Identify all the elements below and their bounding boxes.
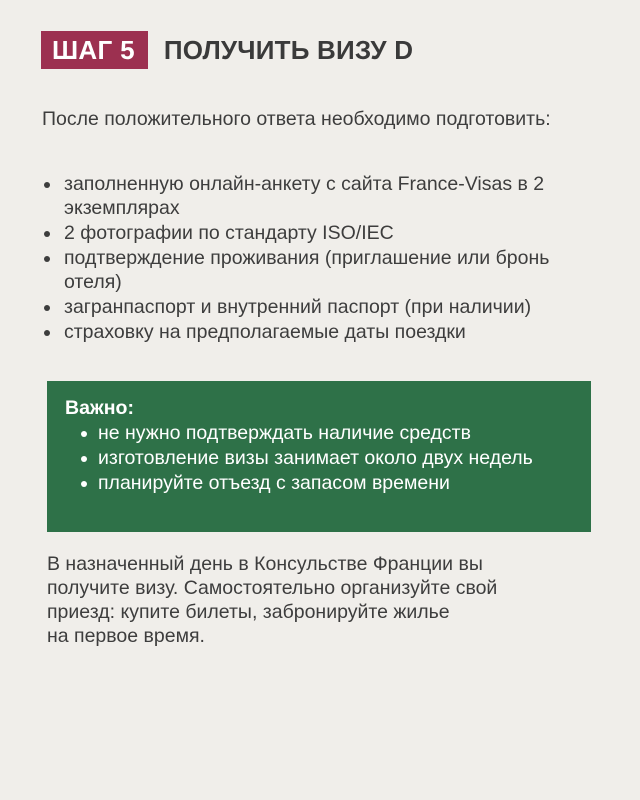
list-item: изготовление визы занимает около двух недель xyxy=(65,446,575,470)
outro-text xyxy=(47,552,597,648)
step-header xyxy=(41,31,413,69)
list-item: страховку на предполагаемые даты поездки xyxy=(42,320,602,344)
documents-list xyxy=(42,172,602,345)
list-item: 2 фотографии по стандарту ISO/IEC xyxy=(42,221,602,245)
list-item: заполненную онлайн-анкету с сайта France-Visas в 2 экземплярах xyxy=(42,172,602,220)
list-item: загранпаспорт и внутренний паспорт (при наличии) xyxy=(42,295,602,319)
intro-text: После положительного ответа необходимо подготовить: xyxy=(42,108,551,130)
step-badge: ШАГ 5 xyxy=(41,31,148,69)
page-title: ПОЛУЧИТЬ ВИЗУ D xyxy=(163,34,414,65)
note-title: Важно: xyxy=(65,397,134,419)
list-item: не нужно подтверждать наличие средств xyxy=(65,421,575,445)
outro-line: получите визу. Самостоятельно организуйте свой xyxy=(47,577,498,599)
outro-line: приезд: купите билеты, забронируйте жилье xyxy=(47,601,450,623)
outro-line: В назначенный день в Консульстве Франции вы xyxy=(47,553,483,575)
note-list xyxy=(65,421,575,495)
list-item: планируйте отъезд с запасом времени xyxy=(65,471,575,495)
outro-line: на первое время. xyxy=(47,625,205,647)
important-note-box xyxy=(47,381,591,532)
list-item: подтверждение проживания (приглашение или бронь отеля) xyxy=(42,246,602,294)
